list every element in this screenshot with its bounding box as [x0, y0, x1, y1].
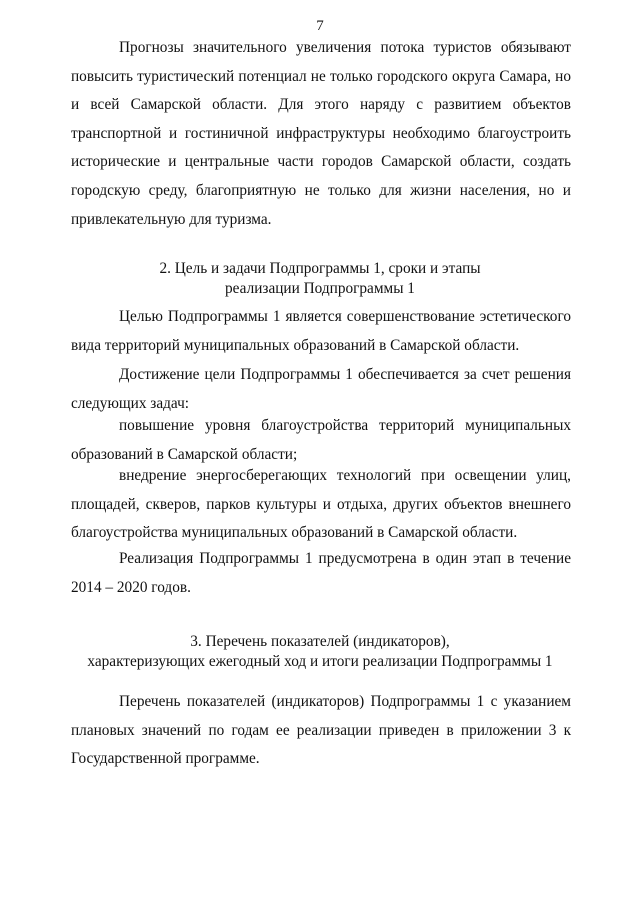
paragraph-task-1: повышение уровня благоустройства территорий муниципальных образований в Самарской области;	[71, 417, 571, 463]
paragraph-task-2: внедрение энергосберегающих технологий при освещении улиц, площадей, скверов, парков культуры и отдыха, других объектов внешнего благоустройства муниципальных образований в Самарской области.	[71, 467, 571, 542]
paragraph-goal: Целью Подпрограммы 1 является совершенствование эстетического вида территорий муниципальных образований в Самарской области.	[71, 308, 571, 354]
section-heading-3-line1: 3. Перечень показателей (индикаторов),	[190, 633, 450, 650]
paragraph-indicators: Перечень показателей (индикаторов) Подпрограммы 1 с указанием плановых значений по годам ее реализации приведен в приложении 3 к Государственной программе.	[71, 693, 571, 768]
paragraph-tourism-potential: Прогнозы значительного увеличения потока туристов обязывают повысить туристический потенциал не только городского округа Самара, но и всей Самарской области. Для этого наряду с развитием объектов транспортной и гостиничной инфраструктуры необходимо благоустроить исторические и центральные части городов Самарской области, создать городскую среду, благоприятную не только для жизни населения, но и привлекательную для туризма.	[71, 39, 571, 228]
paragraph-timeline: Реализация Подпрограммы 1 предусмотрена в один этап в течение 2014 – 2020 годов.	[71, 550, 571, 596]
section-heading-3	[40, 632, 600, 672]
section-heading-2	[40, 259, 600, 299]
section-heading-3-line2: характеризующих ежегодный ход и итоги реализации Подпрограммы 1	[87, 653, 553, 670]
section-heading-2-line1: 2. Цель и задачи Подпрограммы 1, сроки и этапы	[159, 260, 481, 277]
paragraph-tasks-intro: Достижение цели Подпрограммы 1 обеспечивается за счет решения следующих задач:	[71, 366, 571, 412]
page-number: 7	[316, 18, 324, 34]
section-heading-2-line2: реализации Подпрограммы 1	[225, 280, 415, 297]
